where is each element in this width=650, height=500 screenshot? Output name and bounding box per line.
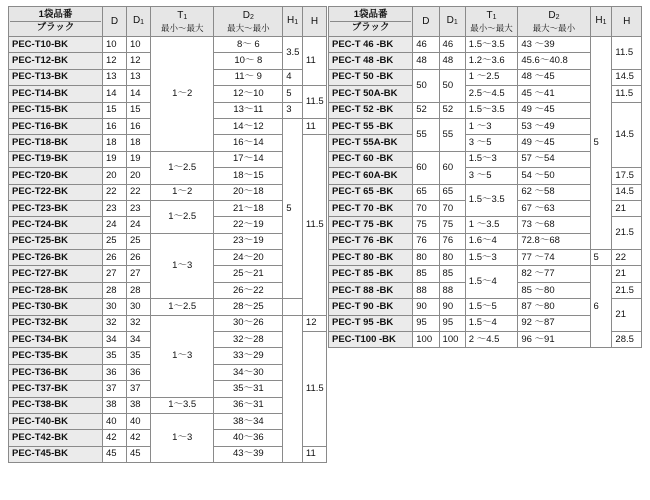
product-code: PEC-T35-BK <box>9 348 103 364</box>
spec-table-right <box>328 6 642 348</box>
dim-h: 14.5 <box>612 184 642 200</box>
header-product-no: 1袋品番 <box>10 9 101 22</box>
dim-h1: 4 <box>283 69 303 85</box>
dim-t1: 1〜2 <box>151 37 214 152</box>
dim-d2: 49 〜45 <box>518 102 590 118</box>
dim-d2: 18〜15 <box>214 168 283 184</box>
dim-h1: 5 <box>590 250 612 266</box>
dim-d1: 50 <box>439 69 465 102</box>
table-row <box>329 266 642 282</box>
dim-d: 48 <box>413 53 439 69</box>
table-row <box>329 250 642 266</box>
dim-h: 14.5 <box>612 102 642 168</box>
dim-t1: 1.5〜4 <box>465 266 518 299</box>
dim-d: 40 <box>102 413 126 429</box>
product-code: PEC-T 60A-BK <box>329 168 413 184</box>
product-code: PEC-T 52 -BK <box>329 102 413 118</box>
dim-d: 18 <box>102 135 126 151</box>
product-code: PEC-T 70 -BK <box>329 200 413 216</box>
dim-d: 32 <box>102 315 126 331</box>
header-h1: $H_1$ <box>283 7 303 37</box>
product-code: PEC-T 85 -BK <box>329 266 413 282</box>
table-row <box>9 315 327 331</box>
dim-d: 25 <box>102 233 126 249</box>
dim-d1: 23 <box>127 200 151 216</box>
product-code: PEC-T 90 -BK <box>329 299 413 315</box>
dim-d2: 22〜19 <box>214 217 283 233</box>
dim-t1: 1 〜3 <box>465 118 518 134</box>
dim-h: 22 <box>612 250 642 266</box>
table-row <box>9 397 327 413</box>
dim-d1: 85 <box>439 266 465 282</box>
dim-d1: 76 <box>439 233 465 249</box>
dim-d1: 30 <box>127 299 151 315</box>
dim-d: 24 <box>102 217 126 233</box>
product-code: PEC-T 88 -BK <box>329 282 413 298</box>
dim-h1: 6 <box>590 266 612 348</box>
dim-h: 11.5 <box>302 86 326 119</box>
dim-d2: 62 〜58 <box>518 184 590 200</box>
product-code: PEC-T 50 -BK <box>329 69 413 85</box>
dim-t1: 1.5〜3 <box>465 151 518 167</box>
dim-t1: 1 〜2.5 <box>465 69 518 85</box>
dim-d: 12 <box>102 53 126 69</box>
dim-h: 11.5 <box>612 37 642 70</box>
header-h: H <box>612 7 642 37</box>
dim-d1: 80 <box>439 250 465 266</box>
table-row <box>9 233 327 249</box>
table-row <box>9 151 327 167</box>
dim-d2: 45 〜41 <box>518 86 590 102</box>
dim-h: 12 <box>302 315 326 331</box>
dim-h: 28.5 <box>612 332 642 348</box>
dim-d2: 43 〜39 <box>518 37 590 53</box>
dim-d: 22 <box>102 184 126 200</box>
product-code: PEC-T 65 -BK <box>329 184 413 200</box>
header-h: H <box>302 7 326 37</box>
dim-h: 14.5 <box>612 69 642 85</box>
dim-t1: 1〜2 <box>151 184 214 200</box>
dim-h: 21 <box>612 266 642 282</box>
header-product-color <box>329 7 413 37</box>
dim-d2: 40〜36 <box>214 430 283 446</box>
dim-d1: 15 <box>127 102 151 118</box>
dim-d1: 48 <box>439 53 465 69</box>
dim-d2: 38〜34 <box>214 413 283 429</box>
dim-d2: 30〜26 <box>214 315 283 331</box>
table-row <box>9 37 327 53</box>
header-d: D <box>413 7 439 37</box>
dim-d: 88 <box>413 282 439 298</box>
product-code: PEC-T18-BK <box>9 135 103 151</box>
dim-t1: 3 〜5 <box>465 168 518 184</box>
dim-t1: 1 〜3.5 <box>465 217 518 233</box>
dim-t1: 1〜2.5 <box>151 299 214 315</box>
dim-h: 11.5 <box>612 86 642 102</box>
dim-d: 52 <box>413 102 439 118</box>
product-code: PEC-T15-BK <box>9 102 103 118</box>
header-d2: $D_2$ 最大〜最小 <box>518 7 590 37</box>
dim-d: 65 <box>413 184 439 200</box>
dim-d1: 14 <box>127 86 151 102</box>
product-code: PEC-T27-BK <box>9 266 103 282</box>
dim-h: 11 <box>302 118 326 134</box>
dim-d: 14 <box>102 86 126 102</box>
product-code: PEC-T 75 -BK <box>329 217 413 233</box>
header-d1: $D_1$ <box>439 7 465 37</box>
product-code: PEC-T19-BK <box>9 151 103 167</box>
product-code: PEC-T10-BK <box>9 37 103 53</box>
product-code: PEC-T 55 -BK <box>329 118 413 134</box>
dim-h: 11 <box>302 37 326 86</box>
dim-d2: 49 〜45 <box>518 135 590 151</box>
dim-t1: 1.5〜3.5 <box>465 37 518 53</box>
table-row <box>329 37 642 53</box>
dim-d2: 20〜18 <box>214 184 283 200</box>
dim-d2: 24〜20 <box>214 250 283 266</box>
dim-h: 17.5 <box>612 168 642 184</box>
product-code: PEC-T22-BK <box>9 184 103 200</box>
dim-d: 95 <box>413 315 439 331</box>
dim-h1 <box>283 315 303 463</box>
header-product-color <box>9 7 103 37</box>
dim-d1: 90 <box>439 299 465 315</box>
header-d2: $D_2$ 最大〜最小 <box>214 7 283 37</box>
product-code: PEC-T42-BK <box>9 430 103 446</box>
product-code: PEC-T26-BK <box>9 250 103 266</box>
product-code: PEC-T14-BK <box>9 86 103 102</box>
dim-d: 90 <box>413 299 439 315</box>
dim-d2: 67 〜63 <box>518 200 590 216</box>
dim-d2: 26〜22 <box>214 282 283 298</box>
dim-d: 75 <box>413 217 439 233</box>
product-code: PEC-T 48 -BK <box>329 53 413 69</box>
dim-d1: 13 <box>127 69 151 85</box>
header-t1: $T_1$ 最小〜最大 <box>465 7 518 37</box>
dim-d1: 34 <box>127 332 151 348</box>
dim-d1: 55 <box>439 118 465 151</box>
dim-d2: 12〜10 <box>214 86 283 102</box>
dim-d1: 26 <box>127 250 151 266</box>
table-row <box>9 413 327 429</box>
dim-d2: 33〜29 <box>214 348 283 364</box>
dim-t1: 1.5〜3.5 <box>465 102 518 118</box>
dim-t1: 2.5〜4.5 <box>465 86 518 102</box>
product-code: PEC-T 60 -BK <box>329 151 413 167</box>
product-code: PEC-T28-BK <box>9 282 103 298</box>
product-code: PEC-T 46 -BK <box>329 37 413 53</box>
dim-t1: 1〜3 <box>151 413 214 462</box>
dim-t1: 3 〜5 <box>465 135 518 151</box>
product-code: PEC-T13-BK <box>9 69 103 85</box>
dim-d: 60 <box>413 151 439 184</box>
dim-h1: 5 <box>283 118 303 298</box>
dim-h: 11 <box>302 446 326 462</box>
dim-d: 46 <box>413 37 439 53</box>
dim-d: 34 <box>102 332 126 348</box>
dim-h: 21 <box>612 299 642 332</box>
product-code: PEC-T 55A-BK <box>329 135 413 151</box>
dim-d2: 23〜19 <box>214 233 283 249</box>
dim-d1: 27 <box>127 266 151 282</box>
product-code: PEC-T100 -BK <box>329 332 413 348</box>
dim-d2: 16〜14 <box>214 135 283 151</box>
dim-h: 11.5 <box>302 135 326 315</box>
dim-d: 42 <box>102 430 126 446</box>
dim-d2: 57 〜54 <box>518 151 590 167</box>
product-code: PEC-T16-BK <box>9 118 103 134</box>
dim-d: 35 <box>102 348 126 364</box>
dim-d: 15 <box>102 102 126 118</box>
dim-h1: 3.5 <box>283 37 303 70</box>
dim-d2: 34〜30 <box>214 364 283 380</box>
dim-d2: 85 〜80 <box>518 282 590 298</box>
dim-h: 21 <box>612 200 642 216</box>
dim-d1: 65 <box>439 184 465 200</box>
product-code: PEC-T30-BK <box>9 299 103 315</box>
header-color: ブラック <box>36 22 75 33</box>
dim-d: 10 <box>102 37 126 53</box>
product-code: PEC-T 76 -BK <box>329 233 413 249</box>
dim-d1: 95 <box>439 315 465 331</box>
dim-d1: 100 <box>439 332 465 348</box>
product-code: PEC-T37-BK <box>9 381 103 397</box>
dim-t1: 1〜3 <box>151 233 214 299</box>
dim-d1: 28 <box>127 282 151 298</box>
dim-d: 23 <box>102 200 126 216</box>
dim-d: 30 <box>102 299 126 315</box>
dim-d2: 8〜 6 <box>214 37 283 53</box>
product-code: PEC-T45-BK <box>9 446 103 462</box>
dim-t1: 1〜2.5 <box>151 200 214 233</box>
dim-h1: 3 <box>283 102 303 118</box>
dim-d1: 35 <box>127 348 151 364</box>
dim-d1: 40 <box>127 413 151 429</box>
product-code: PEC-T34-BK <box>9 332 103 348</box>
dim-d2: 73 〜68 <box>518 217 590 233</box>
dim-d2: 48 〜45 <box>518 69 590 85</box>
dim-d1: 88 <box>439 282 465 298</box>
dim-t1: 1〜3.5 <box>151 397 214 413</box>
dim-t1: 1.5〜3 <box>465 250 518 266</box>
dim-d1: 42 <box>127 430 151 446</box>
dim-d: 85 <box>413 266 439 282</box>
dim-d: 100 <box>413 332 439 348</box>
dim-d1: 32 <box>127 315 151 331</box>
dim-d2: 25〜21 <box>214 266 283 282</box>
dim-d2: 36〜31 <box>214 397 283 413</box>
header-d1: $D_1$ <box>127 7 151 37</box>
product-code: PEC-T 95 -BK <box>329 315 413 331</box>
dim-d: 36 <box>102 364 126 380</box>
dim-d2: 53 〜49 <box>518 118 590 134</box>
table-row <box>9 184 327 200</box>
table-row <box>9 299 327 315</box>
dim-d: 70 <box>413 200 439 216</box>
dim-d: 19 <box>102 151 126 167</box>
dim-t1: 1.5〜5 <box>465 299 518 315</box>
header-t1: $T_1$ 最小〜最大 <box>151 7 214 37</box>
dim-d2: 92 〜87 <box>518 315 590 331</box>
product-code: PEC-T25-BK <box>9 233 103 249</box>
table-row <box>9 200 327 216</box>
dim-d1: 19 <box>127 151 151 167</box>
dim-d2: 87 〜80 <box>518 299 590 315</box>
dim-d: 50 <box>413 69 439 102</box>
dim-d2: 54 〜50 <box>518 168 590 184</box>
dim-d1: 45 <box>127 446 151 462</box>
product-code: PEC-T20-BK <box>9 168 103 184</box>
dim-d: 45 <box>102 446 126 462</box>
dim-t1: 1.5〜3.5 <box>465 184 518 217</box>
dim-t1: 1.6〜4 <box>465 233 518 249</box>
dim-d2: 45.6〜40.8 <box>518 53 590 69</box>
dim-d: 37 <box>102 381 126 397</box>
product-code: PEC-T12-BK <box>9 53 103 69</box>
product-code: PEC-T 50A-BK <box>329 86 413 102</box>
dim-d1: 46 <box>439 37 465 53</box>
dim-d: 38 <box>102 397 126 413</box>
product-code: PEC-T24-BK <box>9 217 103 233</box>
dim-d1: 38 <box>127 397 151 413</box>
dim-h: 11.5 <box>302 332 326 447</box>
dim-d1: 16 <box>127 118 151 134</box>
dim-d1: 75 <box>439 217 465 233</box>
dim-d2: 96 〜91 <box>518 332 590 348</box>
dim-d: 55 <box>413 118 439 151</box>
dim-d1: 70 <box>439 200 465 216</box>
dim-d: 26 <box>102 250 126 266</box>
product-code: PEC-T36-BK <box>9 364 103 380</box>
dim-d2: 11〜 9 <box>214 69 283 85</box>
dim-d2: 82 〜77 <box>518 266 590 282</box>
spec-table-left <box>8 6 327 463</box>
dim-d: 20 <box>102 168 126 184</box>
dim-d: 80 <box>413 250 439 266</box>
dim-d2: 77 〜74 <box>518 250 590 266</box>
header-color: ブラック <box>351 22 390 33</box>
dim-d2: 10〜 8 <box>214 53 283 69</box>
dim-d2: 28〜25 <box>214 299 283 315</box>
dim-d1: 20 <box>127 168 151 184</box>
dim-t1: 1〜3 <box>151 315 214 397</box>
dim-d1: 36 <box>127 364 151 380</box>
dim-t1: 1.2〜3.6 <box>465 53 518 69</box>
dim-h: 21.5 <box>612 282 642 298</box>
dim-d2: 72.8〜68 <box>518 233 590 249</box>
dim-d2: 35〜31 <box>214 381 283 397</box>
dim-d: 27 <box>102 266 126 282</box>
dim-d2: 17〜14 <box>214 151 283 167</box>
header-h1: $H_1$ <box>590 7 612 37</box>
dim-t1: 1〜2.5 <box>151 151 214 184</box>
product-code: PEC-T40-BK <box>9 413 103 429</box>
dim-d: 76 <box>413 233 439 249</box>
dim-d: 13 <box>102 69 126 85</box>
dim-d: 16 <box>102 118 126 134</box>
dim-h: 21.5 <box>612 217 642 250</box>
dim-d1: 60 <box>439 151 465 184</box>
product-code: PEC-T 80 -BK <box>329 250 413 266</box>
dim-t1: 2 〜4.5 <box>465 332 518 348</box>
dim-d1: 52 <box>439 102 465 118</box>
product-code: PEC-T38-BK <box>9 397 103 413</box>
dim-d2: 21〜18 <box>214 200 283 216</box>
dim-d2: 13〜11 <box>214 102 283 118</box>
dim-d1: 18 <box>127 135 151 151</box>
header-product-no: 1袋品番 <box>330 9 411 22</box>
dim-d1: 22 <box>127 184 151 200</box>
dim-h1: 5 <box>590 37 612 250</box>
dim-d1: 24 <box>127 217 151 233</box>
dim-h1: 5 <box>283 86 303 102</box>
dim-d1: 12 <box>127 53 151 69</box>
dim-d1: 10 <box>127 37 151 53</box>
dim-d2: 43〜39 <box>214 446 283 462</box>
dim-d2: 14〜12 <box>214 118 283 134</box>
dim-t1: 1.5〜4 <box>465 315 518 331</box>
dim-d1: 25 <box>127 233 151 249</box>
product-code: PEC-T23-BK <box>9 200 103 216</box>
dim-d1: 37 <box>127 381 151 397</box>
dim-d2: 32〜28 <box>214 332 283 348</box>
product-code: PEC-T32-BK <box>9 315 103 331</box>
dim-d: 28 <box>102 282 126 298</box>
header-d: D <box>102 7 126 37</box>
